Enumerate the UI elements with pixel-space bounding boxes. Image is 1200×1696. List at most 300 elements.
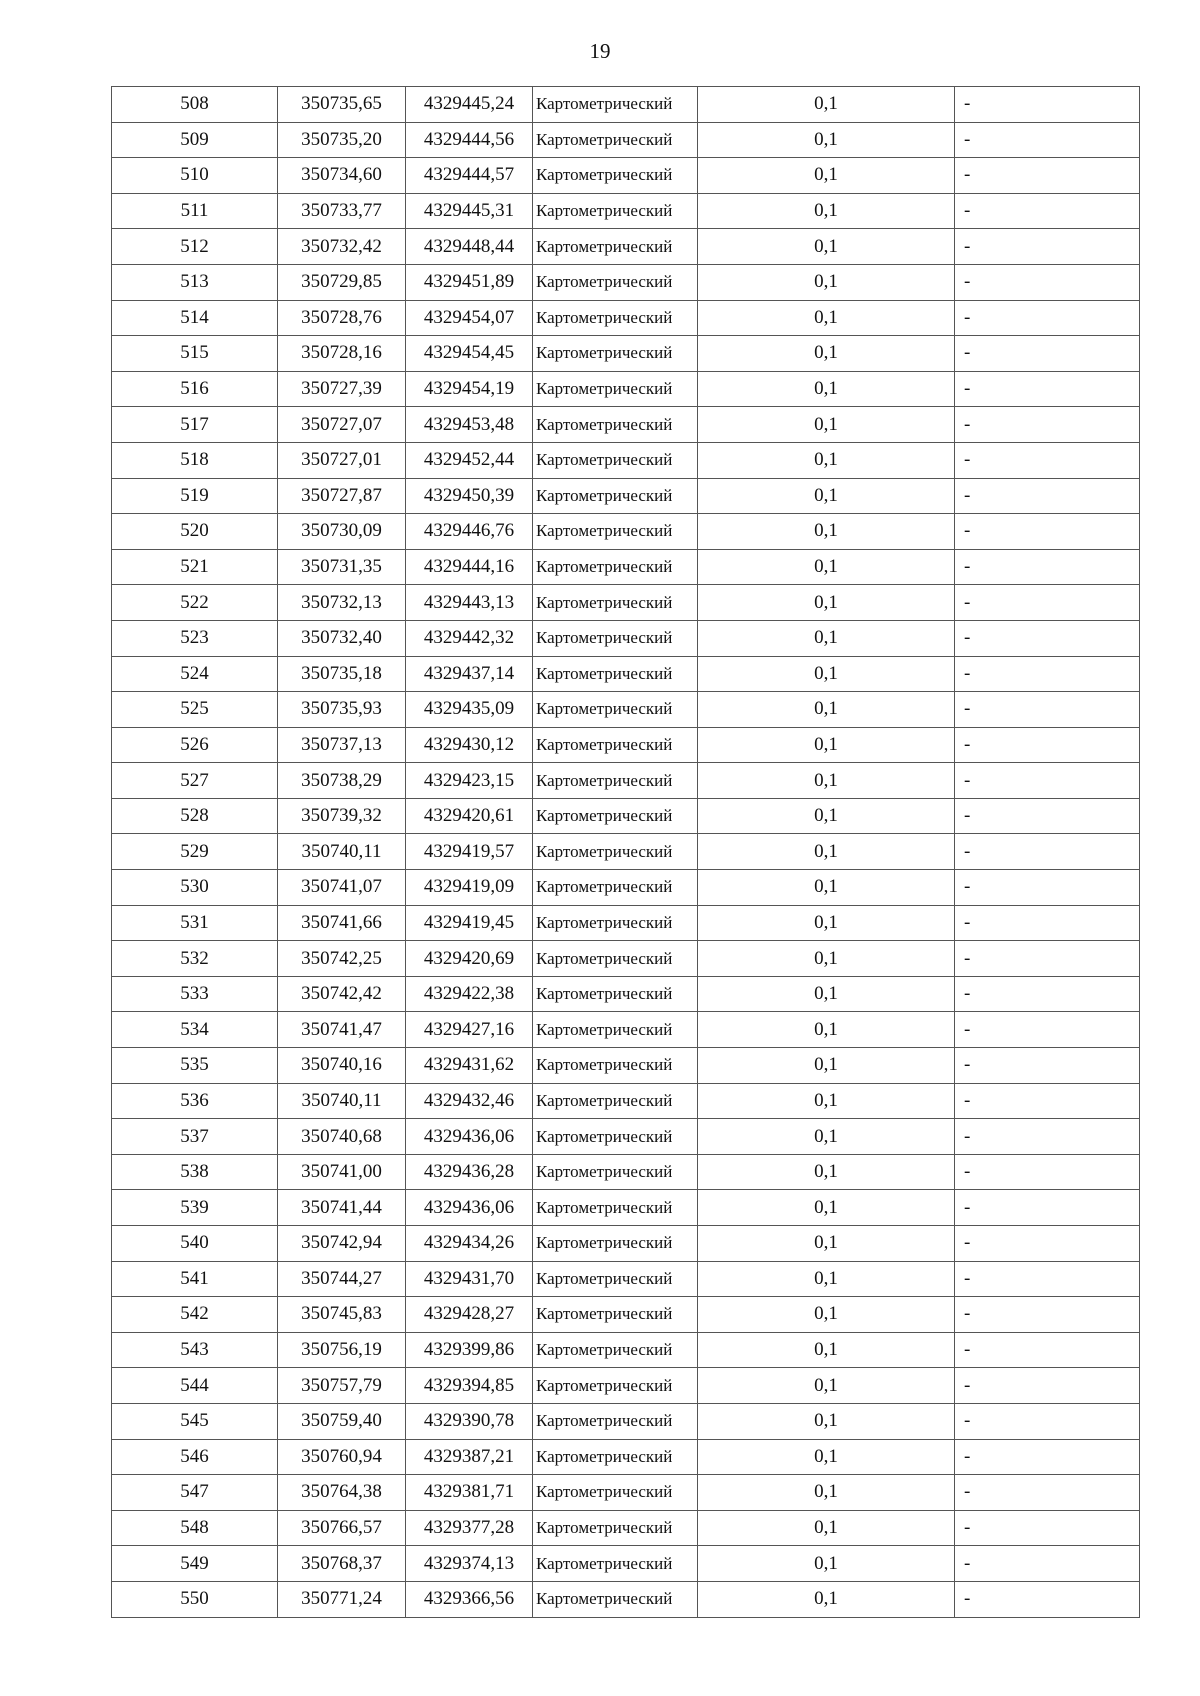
description-cell: -	[955, 976, 1140, 1012]
accuracy-cell: 0,1	[698, 763, 955, 799]
table-row	[112, 300, 1140, 336]
y-coordinate-cell: 4329431,70	[406, 1261, 533, 1297]
method-cell: Картометрический	[533, 1581, 698, 1617]
y-coordinate-cell: 4329419,45	[406, 905, 533, 941]
y-coordinate-cell: 4329420,61	[406, 798, 533, 834]
description-cell: -	[955, 1546, 1140, 1582]
description-cell: -	[955, 1048, 1140, 1084]
table-row	[112, 1368, 1140, 1404]
accuracy-cell: 0,1	[698, 1439, 955, 1475]
table-row	[112, 549, 1140, 585]
table-row	[112, 1012, 1140, 1048]
accuracy-cell: 0,1	[698, 478, 955, 514]
description-cell: -	[955, 1475, 1140, 1511]
table-row	[112, 1332, 1140, 1368]
coordinates-table	[111, 86, 1140, 1618]
point-number-cell: 508	[112, 87, 278, 123]
table-row	[112, 1190, 1140, 1226]
y-coordinate-cell: 4329450,39	[406, 478, 533, 514]
description-cell: -	[955, 336, 1140, 372]
point-number-cell: 531	[112, 905, 278, 941]
description-cell: -	[955, 1581, 1140, 1617]
y-coordinate-cell: 4329454,19	[406, 371, 533, 407]
accuracy-cell: 0,1	[698, 905, 955, 941]
x-coordinate-cell: 350735,65	[278, 87, 406, 123]
x-coordinate-cell: 350734,60	[278, 158, 406, 194]
y-coordinate-cell: 4329430,12	[406, 727, 533, 763]
accuracy-cell: 0,1	[698, 692, 955, 728]
table-row	[112, 1154, 1140, 1190]
description-cell: -	[955, 763, 1140, 799]
table-row	[112, 87, 1140, 123]
accuracy-cell: 0,1	[698, 158, 955, 194]
method-cell: Картометрический	[533, 1154, 698, 1190]
x-coordinate-cell: 350731,35	[278, 549, 406, 585]
method-cell: Картометрический	[533, 1012, 698, 1048]
accuracy-cell: 0,1	[698, 1510, 955, 1546]
y-coordinate-cell: 4329394,85	[406, 1368, 533, 1404]
x-coordinate-cell: 350740,11	[278, 1083, 406, 1119]
point-number-cell: 548	[112, 1510, 278, 1546]
method-cell: Картометрический	[533, 336, 698, 372]
point-number-cell: 547	[112, 1475, 278, 1511]
point-number-cell: 546	[112, 1439, 278, 1475]
point-number-cell: 549	[112, 1546, 278, 1582]
method-cell: Картометрический	[533, 1475, 698, 1511]
point-number-cell: 525	[112, 692, 278, 728]
method-cell: Картометрический	[533, 1297, 698, 1333]
x-coordinate-cell: 350741,47	[278, 1012, 406, 1048]
y-coordinate-cell: 4329451,89	[406, 264, 533, 300]
method-cell: Картометрический	[533, 193, 698, 229]
description-cell: -	[955, 407, 1140, 443]
method-cell: Картометрический	[533, 1368, 698, 1404]
point-number-cell: 533	[112, 976, 278, 1012]
x-coordinate-cell: 350766,57	[278, 1510, 406, 1546]
description-cell: -	[955, 1332, 1140, 1368]
table-row	[112, 976, 1140, 1012]
point-number-cell: 521	[112, 549, 278, 585]
y-coordinate-cell: 4329453,48	[406, 407, 533, 443]
point-number-cell: 516	[112, 371, 278, 407]
description-cell: -	[955, 1083, 1140, 1119]
x-coordinate-cell: 350732,40	[278, 620, 406, 656]
table-row	[112, 442, 1140, 478]
x-coordinate-cell: 350740,68	[278, 1119, 406, 1155]
y-coordinate-cell: 4329434,26	[406, 1226, 533, 1262]
table-row	[112, 1546, 1140, 1582]
description-cell: -	[955, 158, 1140, 194]
accuracy-cell: 0,1	[698, 870, 955, 906]
point-number-cell: 518	[112, 442, 278, 478]
x-coordinate-cell: 350742,25	[278, 941, 406, 977]
y-coordinate-cell: 4329377,28	[406, 1510, 533, 1546]
point-number-cell: 510	[112, 158, 278, 194]
y-coordinate-cell: 4329427,16	[406, 1012, 533, 1048]
method-cell: Картометрический	[533, 1403, 698, 1439]
y-coordinate-cell: 4329454,07	[406, 300, 533, 336]
page-number: 19	[589, 39, 611, 63]
y-coordinate-cell: 4329431,62	[406, 1048, 533, 1084]
point-number-cell: 512	[112, 229, 278, 265]
y-coordinate-cell: 4329445,24	[406, 87, 533, 123]
y-coordinate-cell: 4329432,46	[406, 1083, 533, 1119]
table-row	[112, 656, 1140, 692]
method-cell: Картометрический	[533, 407, 698, 443]
description-cell: -	[955, 1154, 1140, 1190]
x-coordinate-cell: 350756,19	[278, 1332, 406, 1368]
description-cell: -	[955, 1190, 1140, 1226]
accuracy-cell: 0,1	[698, 336, 955, 372]
description-cell: -	[955, 264, 1140, 300]
description-cell: -	[955, 1510, 1140, 1546]
method-cell: Картометрический	[533, 87, 698, 123]
accuracy-cell: 0,1	[698, 834, 955, 870]
table-row	[112, 585, 1140, 621]
method-cell: Картометрический	[533, 763, 698, 799]
point-number-cell: 529	[112, 834, 278, 870]
accuracy-cell: 0,1	[698, 1226, 955, 1262]
description-cell: -	[955, 514, 1140, 550]
x-coordinate-cell: 350745,83	[278, 1297, 406, 1333]
x-coordinate-cell: 350738,29	[278, 763, 406, 799]
y-coordinate-cell: 4329423,15	[406, 763, 533, 799]
y-coordinate-cell: 4329366,56	[406, 1581, 533, 1617]
accuracy-cell: 0,1	[698, 1083, 955, 1119]
point-number-cell: 509	[112, 122, 278, 158]
table-row	[112, 692, 1140, 728]
point-number-cell: 514	[112, 300, 278, 336]
y-coordinate-cell: 4329422,38	[406, 976, 533, 1012]
method-cell: Картометрический	[533, 656, 698, 692]
method-cell: Картометрический	[533, 1226, 698, 1262]
x-coordinate-cell: 350737,13	[278, 727, 406, 763]
description-cell: -	[955, 656, 1140, 692]
point-number-cell: 528	[112, 798, 278, 834]
table-row	[112, 1439, 1140, 1475]
point-number-cell: 520	[112, 514, 278, 550]
x-coordinate-cell: 350728,76	[278, 300, 406, 336]
table-row	[112, 1083, 1140, 1119]
y-coordinate-cell: 4329452,44	[406, 442, 533, 478]
table-row	[112, 798, 1140, 834]
x-coordinate-cell: 350759,40	[278, 1403, 406, 1439]
x-coordinate-cell: 350739,32	[278, 798, 406, 834]
accuracy-cell: 0,1	[698, 1154, 955, 1190]
point-number-cell: 542	[112, 1297, 278, 1333]
accuracy-cell: 0,1	[698, 300, 955, 336]
y-coordinate-cell: 4329445,31	[406, 193, 533, 229]
method-cell: Картометрический	[533, 1048, 698, 1084]
x-coordinate-cell: 350740,16	[278, 1048, 406, 1084]
point-number-cell: 545	[112, 1403, 278, 1439]
point-number-cell: 537	[112, 1119, 278, 1155]
point-number-cell: 534	[112, 1012, 278, 1048]
point-number-cell: 522	[112, 585, 278, 621]
point-number-cell: 523	[112, 620, 278, 656]
y-coordinate-cell: 4329444,56	[406, 122, 533, 158]
point-number-cell: 515	[112, 336, 278, 372]
accuracy-cell: 0,1	[698, 87, 955, 123]
point-number-cell: 535	[112, 1048, 278, 1084]
x-coordinate-cell: 350741,66	[278, 905, 406, 941]
description-cell: -	[955, 1297, 1140, 1333]
y-coordinate-cell: 4329419,57	[406, 834, 533, 870]
accuracy-cell: 0,1	[698, 549, 955, 585]
y-coordinate-cell: 4329435,09	[406, 692, 533, 728]
table-row	[112, 371, 1140, 407]
x-coordinate-cell: 350744,27	[278, 1261, 406, 1297]
accuracy-cell: 0,1	[698, 229, 955, 265]
point-number-cell: 540	[112, 1226, 278, 1262]
accuracy-cell: 0,1	[698, 1119, 955, 1155]
method-cell: Картометрический	[533, 229, 698, 265]
y-coordinate-cell: 4329387,21	[406, 1439, 533, 1475]
point-number-cell: 517	[112, 407, 278, 443]
x-coordinate-cell: 350742,94	[278, 1226, 406, 1262]
y-coordinate-cell: 4329419,09	[406, 870, 533, 906]
table-row	[112, 1581, 1140, 1617]
accuracy-cell: 0,1	[698, 1546, 955, 1582]
y-coordinate-cell: 4329428,27	[406, 1297, 533, 1333]
point-number-cell: 544	[112, 1368, 278, 1404]
accuracy-cell: 0,1	[698, 1332, 955, 1368]
point-number-cell: 524	[112, 656, 278, 692]
description-cell: -	[955, 941, 1140, 977]
description-cell: -	[955, 122, 1140, 158]
accuracy-cell: 0,1	[698, 1297, 955, 1333]
description-cell: -	[955, 442, 1140, 478]
x-coordinate-cell: 350764,38	[278, 1475, 406, 1511]
accuracy-cell: 0,1	[698, 976, 955, 1012]
method-cell: Картометрический	[533, 1261, 698, 1297]
y-coordinate-cell: 4329446,76	[406, 514, 533, 550]
accuracy-cell: 0,1	[698, 727, 955, 763]
table-row	[112, 763, 1140, 799]
y-coordinate-cell: 4329437,14	[406, 656, 533, 692]
method-cell: Картометрический	[533, 976, 698, 1012]
description-cell: -	[955, 1403, 1140, 1439]
accuracy-cell: 0,1	[698, 1012, 955, 1048]
accuracy-cell: 0,1	[698, 1048, 955, 1084]
table-row	[112, 158, 1140, 194]
method-cell: Картометрический	[533, 514, 698, 550]
table-row	[112, 1297, 1140, 1333]
description-cell: -	[955, 798, 1140, 834]
accuracy-cell: 0,1	[698, 1261, 955, 1297]
table-row	[112, 1403, 1140, 1439]
x-coordinate-cell: 350757,79	[278, 1368, 406, 1404]
table-row	[112, 1510, 1140, 1546]
x-coordinate-cell: 350768,37	[278, 1546, 406, 1582]
table-row	[112, 1048, 1140, 1084]
table-row	[112, 1475, 1140, 1511]
x-coordinate-cell: 350733,77	[278, 193, 406, 229]
y-coordinate-cell: 4329390,78	[406, 1403, 533, 1439]
table-row	[112, 870, 1140, 906]
y-coordinate-cell: 4329444,57	[406, 158, 533, 194]
table-row	[112, 514, 1140, 550]
description-cell: -	[955, 1439, 1140, 1475]
method-cell: Картометрический	[533, 1510, 698, 1546]
point-number-cell: 527	[112, 763, 278, 799]
method-cell: Картометрический	[533, 442, 698, 478]
method-cell: Картометрический	[533, 1332, 698, 1368]
y-coordinate-cell: 4329436,06	[406, 1119, 533, 1155]
y-coordinate-cell: 4329420,69	[406, 941, 533, 977]
table-row	[112, 264, 1140, 300]
accuracy-cell: 0,1	[698, 1475, 955, 1511]
accuracy-cell: 0,1	[698, 941, 955, 977]
method-cell: Картометрический	[533, 158, 698, 194]
method-cell: Картометрический	[533, 264, 698, 300]
x-coordinate-cell: 350732,13	[278, 585, 406, 621]
coordinates-table-body	[112, 87, 1140, 1618]
x-coordinate-cell: 350741,07	[278, 870, 406, 906]
description-cell: -	[955, 300, 1140, 336]
accuracy-cell: 0,1	[698, 1190, 955, 1226]
accuracy-cell: 0,1	[698, 264, 955, 300]
point-number-cell: 550	[112, 1581, 278, 1617]
method-cell: Картометрический	[533, 692, 698, 728]
point-number-cell: 539	[112, 1190, 278, 1226]
x-coordinate-cell: 350760,94	[278, 1439, 406, 1475]
description-cell: -	[955, 620, 1140, 656]
x-coordinate-cell: 350732,42	[278, 229, 406, 265]
accuracy-cell: 0,1	[698, 442, 955, 478]
accuracy-cell: 0,1	[698, 798, 955, 834]
y-coordinate-cell: 4329374,13	[406, 1546, 533, 1582]
method-cell: Картометрический	[533, 870, 698, 906]
method-cell: Картометрический	[533, 727, 698, 763]
description-cell: -	[955, 692, 1140, 728]
description-cell: -	[955, 834, 1140, 870]
accuracy-cell: 0,1	[698, 620, 955, 656]
y-coordinate-cell: 4329381,71	[406, 1475, 533, 1511]
table-row	[112, 1119, 1140, 1155]
x-coordinate-cell: 350727,01	[278, 442, 406, 478]
method-cell: Картометрический	[533, 122, 698, 158]
method-cell: Картометрический	[533, 549, 698, 585]
description-cell: -	[955, 549, 1140, 585]
x-coordinate-cell: 350727,39	[278, 371, 406, 407]
description-cell: -	[955, 371, 1140, 407]
table-row	[112, 122, 1140, 158]
x-coordinate-cell: 350727,07	[278, 407, 406, 443]
y-coordinate-cell: 4329436,28	[406, 1154, 533, 1190]
accuracy-cell: 0,1	[698, 1403, 955, 1439]
point-number-cell: 538	[112, 1154, 278, 1190]
description-cell: -	[955, 905, 1140, 941]
x-coordinate-cell: 350727,87	[278, 478, 406, 514]
point-number-cell: 511	[112, 193, 278, 229]
x-coordinate-cell: 350730,09	[278, 514, 406, 550]
x-coordinate-cell: 350741,00	[278, 1154, 406, 1190]
y-coordinate-cell: 4329399,86	[406, 1332, 533, 1368]
table-row	[112, 1226, 1140, 1262]
y-coordinate-cell: 4329443,13	[406, 585, 533, 621]
method-cell: Картометрический	[533, 1546, 698, 1582]
accuracy-cell: 0,1	[698, 1581, 955, 1617]
description-cell: -	[955, 1261, 1140, 1297]
point-number-cell: 519	[112, 478, 278, 514]
y-coordinate-cell: 4329454,45	[406, 336, 533, 372]
method-cell: Картометрический	[533, 834, 698, 870]
point-number-cell: 526	[112, 727, 278, 763]
x-coordinate-cell: 350729,85	[278, 264, 406, 300]
table-row	[112, 941, 1140, 977]
accuracy-cell: 0,1	[698, 371, 955, 407]
method-cell: Картометрический	[533, 620, 698, 656]
table-row	[112, 229, 1140, 265]
accuracy-cell: 0,1	[698, 407, 955, 443]
table-row	[112, 905, 1140, 941]
table-row	[112, 336, 1140, 372]
y-coordinate-cell: 4329442,32	[406, 620, 533, 656]
x-coordinate-cell: 350735,93	[278, 692, 406, 728]
table-row	[112, 1261, 1140, 1297]
table-row	[112, 834, 1140, 870]
method-cell: Картометрический	[533, 798, 698, 834]
x-coordinate-cell: 350740,11	[278, 834, 406, 870]
accuracy-cell: 0,1	[698, 122, 955, 158]
description-cell: -	[955, 585, 1140, 621]
x-coordinate-cell: 350728,16	[278, 336, 406, 372]
accuracy-cell: 0,1	[698, 585, 955, 621]
description-cell: -	[955, 1226, 1140, 1262]
description-cell: -	[955, 1368, 1140, 1404]
accuracy-cell: 0,1	[698, 1368, 955, 1404]
method-cell: Картометрический	[533, 1190, 698, 1226]
point-number-cell: 536	[112, 1083, 278, 1119]
point-number-cell: 543	[112, 1332, 278, 1368]
table-row	[112, 407, 1140, 443]
y-coordinate-cell: 4329448,44	[406, 229, 533, 265]
method-cell: Картометрический	[533, 941, 698, 977]
description-cell: -	[955, 87, 1140, 123]
point-number-cell: 541	[112, 1261, 278, 1297]
x-coordinate-cell: 350742,42	[278, 976, 406, 1012]
method-cell: Картометрический	[533, 300, 698, 336]
x-coordinate-cell: 350741,44	[278, 1190, 406, 1226]
table-row	[112, 620, 1140, 656]
point-number-cell: 532	[112, 941, 278, 977]
description-cell: -	[955, 727, 1140, 763]
table-row	[112, 193, 1140, 229]
method-cell: Картометрический	[533, 371, 698, 407]
x-coordinate-cell: 350735,20	[278, 122, 406, 158]
method-cell: Картометрический	[533, 1083, 698, 1119]
method-cell: Картометрический	[533, 905, 698, 941]
method-cell: Картометрический	[533, 478, 698, 514]
method-cell: Картометрический	[533, 1119, 698, 1155]
description-cell: -	[955, 478, 1140, 514]
description-cell: -	[955, 1119, 1140, 1155]
point-number-cell: 530	[112, 870, 278, 906]
description-cell: -	[955, 229, 1140, 265]
x-coordinate-cell: 350771,24	[278, 1581, 406, 1617]
method-cell: Картометрический	[533, 1439, 698, 1475]
accuracy-cell: 0,1	[698, 656, 955, 692]
x-coordinate-cell: 350735,18	[278, 656, 406, 692]
accuracy-cell: 0,1	[698, 193, 955, 229]
point-number-cell: 513	[112, 264, 278, 300]
table-row	[112, 478, 1140, 514]
description-cell: -	[955, 193, 1140, 229]
y-coordinate-cell: 4329436,06	[406, 1190, 533, 1226]
y-coordinate-cell: 4329444,16	[406, 549, 533, 585]
table-row	[112, 727, 1140, 763]
